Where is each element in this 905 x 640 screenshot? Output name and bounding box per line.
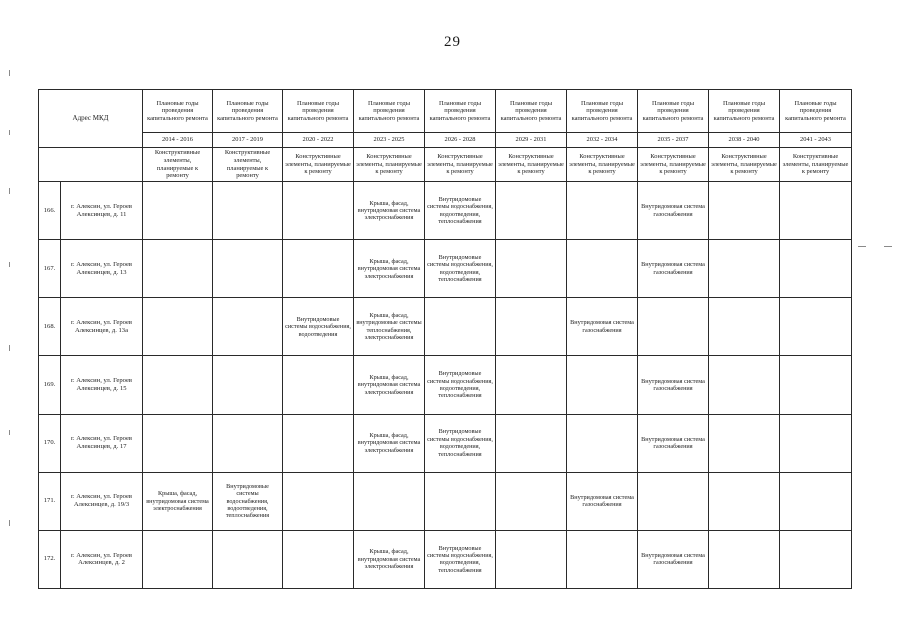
repair-works-cell — [496, 356, 567, 414]
header-row-periods — [39, 90, 852, 133]
row-number: 172. — [39, 530, 61, 588]
repair-works-cell — [283, 414, 354, 472]
period-years: 2023 - 2025 — [354, 133, 425, 148]
row-number: 169. — [39, 356, 61, 414]
repair-works-cell: Внутридомовые системы водоснабжения, водоотведения, теплоснабжения — [425, 414, 496, 472]
repair-works-cell: Внутридомовые системы водоснабжения, водоотведения, теплоснабжения — [425, 356, 496, 414]
repair-works-cell: Крыша, фасад, внутридомовые системы теплоснабжения, электроснабжения — [354, 298, 425, 356]
period-header-label: Плановые годы проведения капитального ремонта — [638, 90, 709, 133]
repair-works-cell — [496, 240, 567, 298]
elements-header-label: Конструктивные элементы, планируемые к ремонту — [425, 148, 496, 182]
row-number: 170. — [39, 414, 61, 472]
repair-works-cell — [567, 414, 638, 472]
repair-works-cell — [780, 240, 852, 298]
table-row — [39, 530, 852, 588]
row-number: 166. — [39, 182, 61, 240]
repair-works-cell — [709, 530, 780, 588]
table-row — [39, 472, 852, 530]
repair-works-cell: Крыша, фасад, внутридомовая система электроснабжения — [354, 182, 425, 240]
elements-header-label: Конструктивные элементы, планируемые к ремонту — [780, 148, 852, 182]
repair-works-cell — [283, 530, 354, 588]
building-address: г. Алексин, ул. Героев Алексинцев, д. 11 — [61, 182, 143, 240]
repair-works-cell — [143, 356, 213, 414]
period-years: 2026 - 2028 — [425, 133, 496, 148]
period-header-label: Плановые годы проведения капитального ремонта — [283, 90, 354, 133]
address-column-header: Адрес МКД — [39, 90, 143, 148]
repair-works-cell — [213, 298, 283, 356]
repair-works-cell — [354, 472, 425, 530]
page-number: 29 — [444, 34, 461, 50]
repair-works-cell — [143, 530, 213, 588]
repair-works-cell — [496, 298, 567, 356]
repair-works-cell — [213, 182, 283, 240]
repair-works-cell — [496, 182, 567, 240]
repair-works-cell: Внутридомовая система газоснабжения — [638, 240, 709, 298]
header-blank-cell — [39, 148, 143, 182]
elements-header-label: Конструктивные элементы, планируемые к ремонту — [709, 148, 780, 182]
repair-works-cell — [283, 356, 354, 414]
repair-works-cell: Внутридомовые системы водоснабжения, водоотведения, теплоснабжения — [425, 182, 496, 240]
repair-works-cell — [567, 182, 638, 240]
repair-works-cell: Внутридомовые системы водоснабжения, водоотведения, теплоснабжения — [425, 240, 496, 298]
period-header-label: Плановые годы проведения капитального ремонта — [709, 90, 780, 133]
repair-works-cell: Внутридомовые системы водоснабжения, водоотведения, теплоснабжения — [425, 530, 496, 588]
row-number: 167. — [39, 240, 61, 298]
table-row — [39, 240, 852, 298]
repair-works-cell — [213, 530, 283, 588]
repair-works-cell — [496, 414, 567, 472]
table-row — [39, 356, 852, 414]
building-address: г. Алексин, ул. Героев Алексинцев, д. 17 — [61, 414, 143, 472]
repair-works-cell — [780, 414, 852, 472]
repair-works-cell — [780, 356, 852, 414]
period-years: 2014 - 2016 — [143, 133, 213, 148]
building-address: г. Алексин, ул. Героев Алексинцев, д. 13а — [61, 298, 143, 356]
repair-works-cell — [709, 240, 780, 298]
period-header-label: Плановые годы проведения капитального ремонта — [425, 90, 496, 133]
left-margin-mark — [9, 262, 10, 267]
repair-works-cell — [780, 182, 852, 240]
repair-works-cell — [213, 240, 283, 298]
repair-works-cell: Внутридомовая система газоснабжения — [638, 414, 709, 472]
left-margin-mark — [9, 345, 10, 351]
repair-works-cell — [567, 240, 638, 298]
period-years: 2038 - 2040 — [709, 133, 780, 148]
left-margin-mark — [9, 188, 10, 194]
repair-works-cell: Внутридомовые системы водоснабжения, водоотведения, теплоснабжения — [213, 472, 283, 530]
building-address: г. Алексин, ул. Героев Алексинцев, д. 2 — [61, 530, 143, 588]
repair-works-cell: Внутридомовые системы водоснабжения, водоотведения — [283, 298, 354, 356]
left-margin-mark — [9, 430, 10, 435]
elements-header-label: Конструктивные элементы, планируемые к ремонту — [496, 148, 567, 182]
right-margin-mark — [858, 246, 866, 247]
row-number: 168. — [39, 298, 61, 356]
repair-works-cell: Внутридомовая система газоснабжения — [638, 530, 709, 588]
repair-works-cell — [638, 472, 709, 530]
left-margin-mark — [9, 70, 10, 76]
elements-header-label: Конструктивные элементы, планируемые к ремонту — [213, 148, 283, 182]
elements-header-label: Конструктивные элементы, планируемые к ремонту — [143, 148, 213, 182]
repair-schedule-table — [38, 89, 852, 589]
repair-works-cell — [425, 298, 496, 356]
repair-works-cell — [780, 530, 852, 588]
repair-works-cell: Внутридомовая система газоснабжения — [567, 472, 638, 530]
period-years: 2041 - 2043 — [780, 133, 852, 148]
repair-works-cell — [143, 298, 213, 356]
building-address: г. Алексин, ул. Героев Алексинцев, д. 19/3 — [61, 472, 143, 530]
period-years: 2029 - 2031 — [496, 133, 567, 148]
repair-works-cell — [213, 356, 283, 414]
row-number: 171. — [39, 472, 61, 530]
repair-works-cell: Крыша, фасад, внутридомовая система электроснабжения — [143, 472, 213, 530]
period-header-label: Плановые годы проведения капитального ремонта — [143, 90, 213, 133]
elements-header-label: Конструктивные элементы, планируемые к ремонту — [638, 148, 709, 182]
repair-works-cell — [709, 182, 780, 240]
repair-works-cell — [709, 298, 780, 356]
repair-works-cell — [709, 472, 780, 530]
repair-works-cell — [780, 298, 852, 356]
repair-works-cell: Внутридомовая система газоснабжения — [638, 356, 709, 414]
repair-works-cell — [780, 472, 852, 530]
repair-works-cell: Внутридомовая система газоснабжения — [638, 182, 709, 240]
right-margin-mark — [884, 246, 892, 247]
repair-works-cell — [213, 414, 283, 472]
period-years: 2020 - 2022 — [283, 133, 354, 148]
elements-header-label: Конструктивные элементы, планируемые к ремонту — [283, 148, 354, 182]
table-row — [39, 414, 852, 472]
table-row — [39, 298, 852, 356]
repair-works-cell — [425, 472, 496, 530]
header-row-elements — [39, 148, 852, 182]
repair-works-cell — [283, 240, 354, 298]
repair-works-cell: Внутридомовая система газоснабжения — [567, 298, 638, 356]
period-years: 2032 - 2034 — [567, 133, 638, 148]
header-row-years — [39, 133, 852, 148]
repair-works-cell — [283, 472, 354, 530]
left-margin-mark — [9, 130, 10, 135]
repair-works-cell — [709, 414, 780, 472]
repair-works-cell — [283, 182, 354, 240]
table-row — [39, 182, 852, 240]
left-margin-mark — [9, 520, 10, 526]
repair-works-cell — [143, 182, 213, 240]
repair-works-cell — [567, 356, 638, 414]
repair-works-cell — [567, 530, 638, 588]
repair-works-cell — [709, 356, 780, 414]
repair-works-cell — [496, 472, 567, 530]
elements-header-label: Конструктивные элементы, планируемые к ремонту — [354, 148, 425, 182]
elements-header-label: Конструктивные элементы, планируемые к ремонту — [567, 148, 638, 182]
repair-works-cell: Крыша, фасад, внутридомовая система электроснабжения — [354, 240, 425, 298]
repair-works-cell — [143, 414, 213, 472]
period-header-label: Плановые годы проведения капитального ремонта — [213, 90, 283, 133]
repair-works-cell — [638, 298, 709, 356]
building-address: г. Алексин, ул. Героев Алексинцев, д. 15 — [61, 356, 143, 414]
repair-works-cell: Крыша, фасад, внутридомовая система электроснабжения — [354, 356, 425, 414]
period-header-label: Плановые годы проведения капитального ремонта — [780, 90, 852, 133]
repair-works-cell: Крыша, фасад, внутридомовая система электроснабжения — [354, 530, 425, 588]
table-body — [39, 90, 852, 589]
repair-works-cell — [143, 240, 213, 298]
period-years: 2035 - 2037 — [638, 133, 709, 148]
period-header-label: Плановые годы проведения капитального ремонта — [496, 90, 567, 133]
repair-works-cell — [496, 530, 567, 588]
period-header-label: Плановые годы проведения капитального ремонта — [567, 90, 638, 133]
repair-works-cell: Крыша, фасад, внутридомовая система электроснабжения — [354, 414, 425, 472]
period-years: 2017 - 2019 — [213, 133, 283, 148]
building-address: г. Алексин, ул. Героев Алексинцев, д. 13 — [61, 240, 143, 298]
period-header-label: Плановые годы проведения капитального ремонта — [354, 90, 425, 133]
